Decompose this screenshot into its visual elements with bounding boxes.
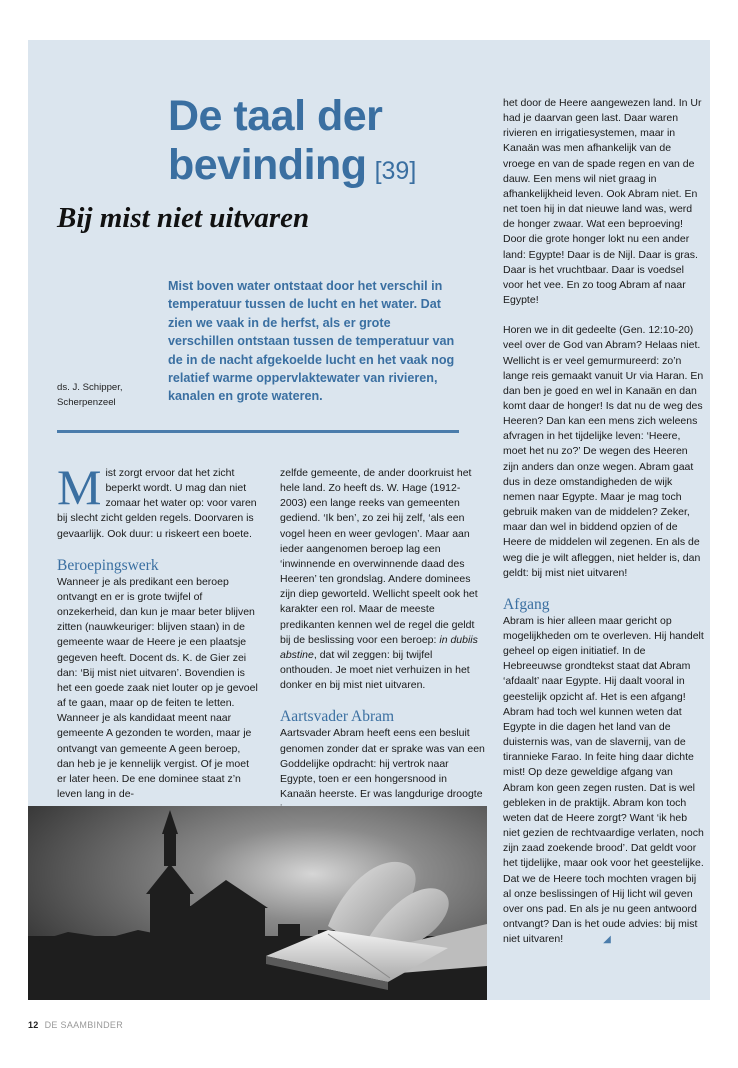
- intro-paragraph: Mist boven water ontstaat door het verschil in temperatuur tussen de lucht en het water. Dat zien we vaak in de herfst, als er grote verschillen ontstaan tussen de temperatuur van de in de nacht afgekoelde lucht en het vaak nog relatief warme oppervlaktewater van rivieren, kanalen en grote wateren.: [168, 279, 455, 404]
- article-title: [168, 92, 416, 196]
- drop-cap: M: [57, 459, 102, 515]
- text-column-1: [57, 459, 260, 802]
- magazine-name: DE SAAMBINDER: [44, 1020, 124, 1030]
- church-and-praying-hands-photo: [28, 806, 487, 1000]
- text-column-3: [503, 96, 705, 947]
- divider-rule: [57, 430, 459, 433]
- author-place: Scherpenzeel: [57, 397, 116, 408]
- heading-beroepingswerk: Beroepingswerk: [57, 556, 159, 574]
- paragraph: het door de Heere aangewezen land. In Ur had je daarvan geen last. Daar waren rivieren en irrigatiesystemen, maar in Kanaän was men afhankelijk van de vroege en van de spade regen en van de dauw. Een mens wil niet graag in afhankelijkheid leven. Ook Abram niet. En net toen hij in dat nieuwe land was, werd de honger zwaar. Wat een beproeving! Door die grote honger lokt nu een ander land: Egypte! Daar is de Nijl. Daar is gras. Daar is het vruchtbaar. Daar is voedsel voor het vee. En zo toog Abram af naar Egypte!: [503, 97, 702, 307]
- text-column-2: [280, 466, 485, 817]
- page-number: 12: [28, 1020, 39, 1030]
- title-line-1: De taal der: [168, 92, 383, 140]
- paragraph: Abram is hier alleen maar gericht op mogelijkheden om te overleven. Hij handelt geheel op eigen initiatief. In de Hebreeuwse grondtekst staat dat Abram ‘afdaalt’ naar Egypte. Hij daalt vooral in geestelijk opzicht af. Het is een afgang! Abram had toch wel kunnen weten dat Egypte in die dagen het land van de duisternis was, van de slavernij, van de tirannieke Farao. In feite hing daar dichte mist! Op deze geweldige afgang van Abram kon geen zegen rusten. Dat is wel gebleken in de praktijk. Abram kon toch weten dat de Heere zorgt? Want ‘ik heb niet gezien de rechtvaardige verlaten, noch zijn zaad zoekende brood’. Dat geldt voor het tijdelijke, maar ook voor het geestelijke.: [503, 614, 704, 870]
- heading-afgang: Afgang: [503, 595, 550, 613]
- opening-paragraph: Mist zorgt ervoor dat het zicht beperkt wordt. U mag dan niet zomaar het water op: voor varen bij slecht zicht gelden regels. Doorvaren is gevaarlijk. Ook duur: u riskeert een boete.: [57, 459, 257, 540]
- end-mark-icon: ◢: [603, 934, 611, 946]
- heading-aartsvader-abram: Aartsvader Abram: [280, 708, 395, 726]
- paragraph: Wanneer je als predikant een beroep ontvangt en er is grote twijfel of onzekerheid, dan kun je maar beter blijven zitten (nauwkeuriger: blijven staan) in de gemeente waar de Heere je een plaatsje gegeven heeft. Docent ds. K. de Gier zei dan: ‘Bij mist niet uitvaren’. Bovendien is het een goede zaak niet louter op je gevoel af te gaan, maar op de feiten te letten. Wanneer je als kandidaat meent naar gemeente A gezonden te worden, maar je ontvangt van gemeente A geen beroep, dan heb je je kennelijk vergist. Of je moet er later heen. De ene dominee staat z’n leven lang in de-: [57, 575, 258, 800]
- page-footer: [28, 1020, 123, 1030]
- series-number: [39]: [374, 157, 417, 185]
- author-name: ds. J. Schipper,: [57, 382, 123, 393]
- paragraph: zelfde gemeente, de ander doorkruist het hele land. Zo heeft ds. W. Hage (1912-2003) een lange reeks van gemeenten gediend. ‘Ik ben’, zo zei hij zelf, ‘als een vogel heen en weer gevlogen’. Maar aan ieder aangenomen beroep lag een ‘inwinnende en overwinnende daad des Heeren’ ten grondslag. Andere dominees zijn diep geworteld. Wellicht speelt ook het karakter een rol. Maar de meeste predikanten kennen wel de regel die geldt bij de beslissing voor een beroep: in dubiis abstine, dat wil zeggen: bij twijfel onthouden. Je moet niet verhuizen in het donker en bij mist niet uitvaren.: [280, 467, 478, 692]
- author-credit: [57, 380, 123, 410]
- paragraph: Aartsvader Abram heeft eens een besluit genomen zonder dat er sprake was van een Goddelijke opdracht: hij vertrok naar Egypte, toen er een hongersnood in Kanaän heerste. Er was langdurige droogte: [280, 727, 485, 800]
- title-line-2: bevinding: [168, 141, 367, 189]
- closing-paragraph: Dat we de Heere toch mochten vragen bij al onze beslissingen of Hij licht wil geven over ons pad. En als je nu geen antwoord ontvangt? Dan is het oude advies: bij mist niet uitvaren! ◢: [503, 872, 705, 948]
- paragraph: Horen we in dit gedeelte (Gen. 12:10-20) veel over de God van Abram? Helaas niet. Wellicht is er veel gemurmureerd: zo’n lange reis gemaakt vanuit Ur via Haran. En dan ben je goed en wel in Kanaän en dan komt daar de honger! Is dat nu de weg des Heeren? Dan kan een mens zich weleens afvragen in het tijdelijke leven: ‘Heere, moet het nu zo?’ De wegen des Heeren zijn anders dan onze wegen. Abram gaat dus in deze omstandigheden de wijk nemen naar Egypte. Maar je mag toch gebruik maken van de middelen? Zeker, maar dan wel in biddend opzien of de Heere de middelen wil zegenen. En als de weg die je wilt afleggen, niet helder is, dan geldt: bij mist niet uitvaren!: [503, 324, 704, 579]
- article-subtitle: Bij mist niet uitvaren: [57, 202, 310, 234]
